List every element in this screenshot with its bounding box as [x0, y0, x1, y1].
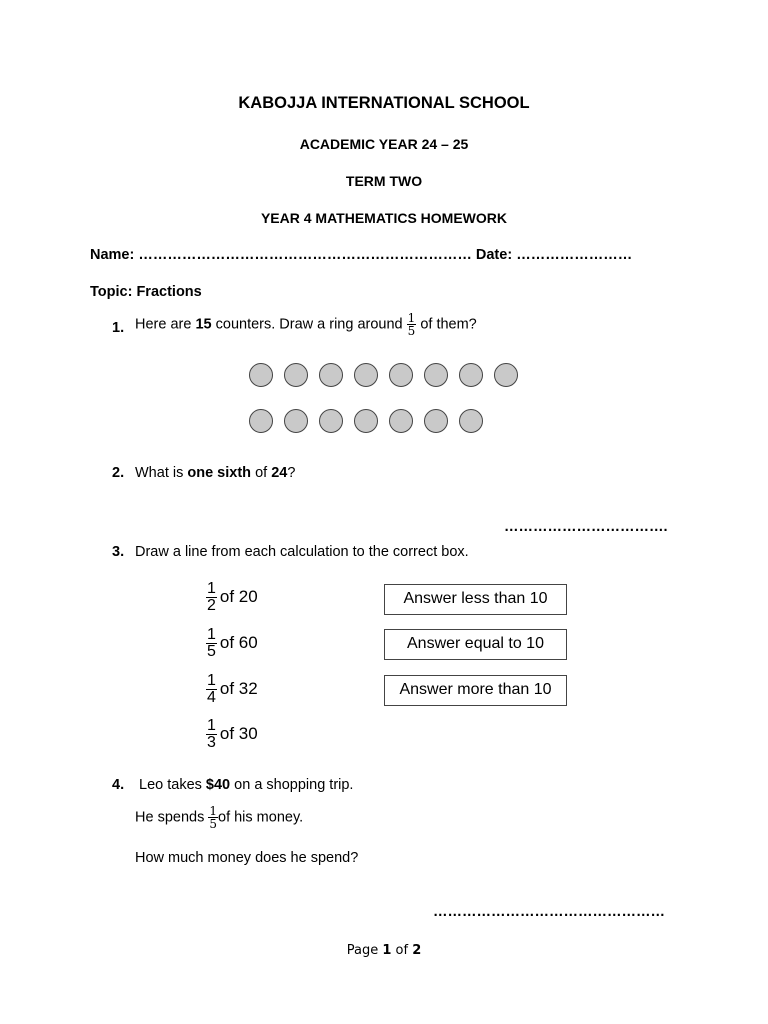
date-blank: ……………………	[516, 247, 633, 263]
counter[interactable]	[459, 409, 483, 433]
q1-number: 1.	[112, 320, 125, 336]
calc-4-den: 3	[207, 734, 216, 751]
q4-text-a: Leo takes	[139, 777, 202, 793]
topic-line	[90, 284, 202, 300]
name-blank: ……………………………………………………………	[138, 247, 472, 263]
page-current: 1	[382, 943, 392, 958]
counter[interactable]	[459, 363, 483, 387]
q2-number: 2.	[112, 465, 125, 481]
calc-1-text: of 20	[219, 586, 258, 606]
calc-half-of-20	[206, 581, 258, 614]
q4-line3: How much money does he spend?	[135, 850, 359, 866]
counter[interactable]	[319, 409, 343, 433]
q2-text-a: What is	[135, 465, 184, 481]
q1-text	[135, 312, 477, 337]
counter[interactable]	[389, 409, 413, 433]
calc-2-text: of 60	[219, 632, 258, 652]
q1-text-b: counters. Draw a ring around	[215, 316, 403, 333]
calc-2-num: 1	[207, 626, 216, 643]
answer-box-equal-to-10[interactable]: Answer equal to 10	[384, 629, 567, 660]
calc-2-den: 5	[207, 643, 216, 660]
calc-1-den: 2	[207, 597, 216, 614]
counter[interactable]	[354, 409, 378, 433]
page-label: Page	[346, 943, 379, 958]
q2-bold-a: one sixth	[187, 465, 252, 481]
q4-frac-num: 1	[209, 804, 217, 818]
calc-1-fraction	[206, 581, 217, 614]
calc-4-text: of 30	[219, 723, 258, 743]
q4-fraction	[208, 805, 218, 830]
homework-title: YEAR 4 MATHEMATICS HOMEWORK	[260, 210, 508, 226]
q2-text	[135, 465, 295, 481]
counter[interactable]	[249, 409, 273, 433]
q4-frac-den: 5	[209, 817, 217, 831]
q1-frac-num: 1	[407, 311, 416, 325]
counter[interactable]	[249, 363, 273, 387]
counter[interactable]	[424, 409, 448, 433]
q2-text-b: of	[255, 465, 268, 481]
q4-line2	[135, 805, 303, 830]
date-label: Date:	[475, 247, 513, 263]
page-total: 2	[412, 943, 422, 958]
q4-line2-b: of his money.	[218, 809, 304, 826]
q1-count: 15	[195, 316, 212, 333]
answer-box-more-than-10[interactable]: Answer more than 10	[384, 675, 567, 706]
counter[interactable]	[284, 363, 308, 387]
counter[interactable]	[284, 409, 308, 433]
counter[interactable]	[494, 363, 518, 387]
q4-line1	[139, 777, 353, 793]
calc-3-num: 1	[207, 672, 216, 689]
page-of: of	[395, 943, 409, 958]
calc-third-of-30	[206, 718, 258, 751]
q1-fraction	[407, 312, 417, 337]
q1-text-a: Here are	[135, 316, 192, 333]
q1-text-c: of them?	[420, 316, 477, 333]
calc-fifth-of-60	[206, 627, 258, 660]
topic-value: Fractions	[136, 284, 202, 300]
calc-3-den: 4	[207, 689, 216, 706]
calc-3-text: of 32	[219, 678, 258, 698]
q4-answer-line: …………………………………………	[433, 904, 665, 920]
calc-4-num: 1	[207, 717, 216, 734]
calc-1-num: 1	[207, 580, 216, 597]
q3-text: Draw a line from each calculation to the correct box.	[135, 544, 469, 560]
q2-answer-line: …………………………….	[504, 519, 668, 535]
calc-3-fraction	[206, 673, 217, 706]
counter[interactable]	[389, 363, 413, 387]
page-footer	[0, 943, 768, 958]
counter[interactable]	[424, 363, 448, 387]
counter[interactable]	[354, 363, 378, 387]
q4-number: 4.	[112, 777, 125, 793]
name-label: Name:	[90, 247, 135, 263]
q4-text-b: on a shopping trip.	[234, 777, 354, 793]
school-name: KABOJJA INTERNATIONAL SCHOOL	[238, 94, 530, 112]
term-title: TERM TWO	[345, 173, 423, 189]
counter[interactable]	[319, 363, 343, 387]
answer-box-less-than-10[interactable]: Answer less than 10	[384, 584, 567, 615]
q2-bold-b: 24	[271, 465, 288, 481]
q3-number: 3.	[112, 544, 125, 560]
calc-4-fraction	[206, 718, 217, 751]
q1-frac-den: 5	[407, 324, 416, 338]
name-date-line	[90, 247, 632, 263]
q4-line2-a: He spends	[135, 809, 205, 826]
calc-2-fraction	[206, 627, 217, 660]
calc-quarter-of-32	[206, 673, 258, 706]
topic-label: Topic:	[90, 284, 133, 300]
q2-text-c: ?	[287, 465, 296, 481]
academic-year: ACADEMIC YEAR 24 – 25	[299, 136, 469, 152]
q4-amount: $40	[205, 777, 231, 793]
